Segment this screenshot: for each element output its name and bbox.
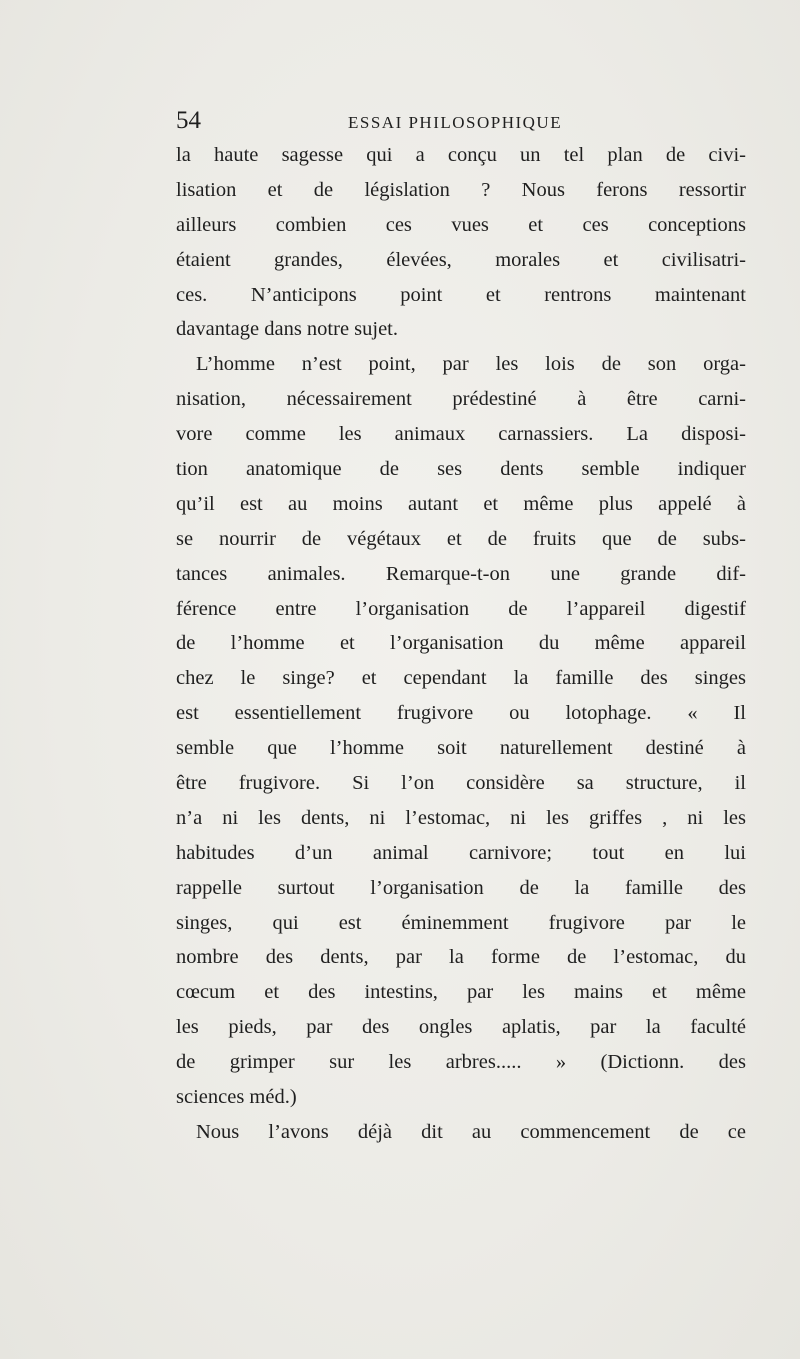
running-head-title: ESSAI PHILOSOPHIQUE [348,113,563,132]
running-head [176,106,746,142]
text-line: semble que l’homme soit naturellement destiné à [176,737,746,760]
text-line: se nourrir de végétaux et de fruits que de subs- [176,527,746,550]
body-text [176,138,746,1150]
text-line: habitudes d’un animal carnivore; tout en lui [176,841,746,864]
text-line: sciences méd.) [176,1086,297,1109]
text-line: étaient grandes, élevées, morales et civilisatri- [176,248,746,271]
text-line: les pieds, par des ongles aplatis, par la faculté [176,1016,746,1039]
text-line: la haute sagesse qui a conçu un tel plan de civi- [176,144,746,166]
text-line: lisation et de législation ? Nous ferons ressortir [176,178,746,201]
text-line: tances animales. Remarque-t-on une grande dif- [176,562,746,585]
text-line: ailleurs combien ces vues et ces conceptions [176,213,746,236]
text-line: Nous l’avons déjà dit au commencement de ce [196,1120,746,1143]
page-number: 54 [176,107,201,134]
text-line: être frugivore. Si l’on considère sa structure, il [176,772,746,795]
text-line: vore comme les animaux carnassiers. La disposi- [176,423,746,446]
text-line: nombre des dents, par la forme de l’estomac, du [176,946,746,969]
text-line: rappelle surtout l’organisation de la famille des [176,876,746,899]
text-line: singes, qui est éminemment frugivore par le [176,911,746,934]
text-line: nisation, nécessairement prédestiné à être carni- [176,388,746,411]
text-line: L’homme n’est point, par les lois de son orga- [196,353,746,376]
text-line: ces. N’anticipons point et rentrons maintenant [176,283,746,306]
text-line: est essentiellement frugivore ou lotophage. « Il [176,702,746,725]
text-line: chez le singe? et cependant la famille des singes [176,667,746,690]
text-line: de l’homme et l’organisation du même appareil [176,632,746,655]
text-line: n’a ni les dents, ni l’estomac, ni les griffes , ni les [176,806,746,829]
text-line: tion anatomique de ses dents semble indiquer [176,458,746,481]
text-line: cœcum et des intestins, par les mains et même [176,981,746,1004]
text-line: qu’il est au moins autant et même plus appelé à [176,492,746,515]
text-line: de grimper sur les arbres..... » (Dictionn. des [176,1051,746,1074]
text-line: davantage dans notre sujet. [176,318,399,341]
text-line: férence entre l’organisation de l’appareil digestif [176,597,746,620]
